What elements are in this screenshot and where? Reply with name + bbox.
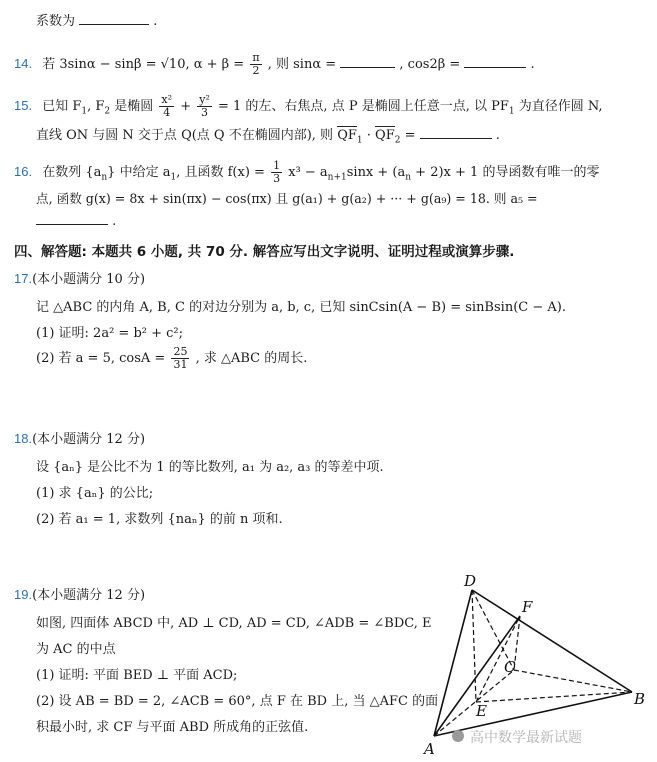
label-f: F (522, 598, 533, 616)
question-17-part2: (2) 若 a = 5, cosA = $\frac{25}{31}$ , 求 △ABC 的周长. (36, 345, 308, 371)
question-19-head: 19.(本小题满分 12 分) (14, 587, 146, 603)
question-19-part1: (1) 证明: 平面 BED ⊥ 平面 ACD; (36, 668, 238, 683)
answer-blank[interactable] (36, 212, 108, 225)
fraction: $\frac{\text{x²}}{4}$ (161, 93, 173, 119)
question-18-part1: (1) 求 {aₙ} 的公比; (36, 486, 154, 501)
question-18-head: 18.(本小题满分 12 分) (14, 431, 146, 447)
label-b: B (634, 690, 646, 708)
answer-blank-sin[interactable] (340, 55, 395, 68)
question-17-line1: 记 △ABC 的内角 A, B, C 的对边分别为 a, b, c, 已知 sinCsin(A − B) = sinBsin(C − A). (36, 300, 566, 315)
fraction: $\frac{\text{y²}}{3}$ (199, 93, 210, 119)
question-15-line1: 15. 已知 $F_1$, $F_2$ 是椭圆 $\frac{\text{x²}}{4}$ + $\frac{\text{y²}}{3}$ = 1 的左、右焦点, 点 P 是椭圆上任意一点, 以 $PF_1$ 为直径作圆 N, (14, 93, 603, 119)
question-17-part1: (1) 证明: 2a² = b² + c²; (36, 326, 184, 341)
fraction: $\frac{\pi}{2}$ (252, 51, 260, 77)
label-c: C (504, 658, 516, 676)
answer-blank-cos[interactable] (464, 55, 526, 68)
answer-blank[interactable] (420, 126, 492, 139)
watermark-text: 高中数学最新试题 (470, 730, 582, 746)
question-16-line3: . (36, 212, 116, 229)
label-d: D (464, 572, 477, 590)
question-18-line1: 设 {aₙ} 是公比不为 1 的等比数列, a₁ 为 a₂, a₃ 的等差中项. (36, 460, 384, 475)
edge-de (472, 590, 476, 702)
label-a: A (424, 740, 435, 758)
edge-da (434, 590, 472, 736)
watermark-logo-icon (452, 730, 464, 742)
question-17-head: 17.(本小题满分 10 分) (14, 271, 146, 287)
question-16-line2: 点, 函数 g(x) = 8x + sin(πx) − cos(πx) 且 g(a₁) + g(a₂) + ··· + g(a₉) = 18. 则 a₅ = (36, 191, 538, 206)
question-19-line1: 如图, 四面体 ABCD 中, AD ⊥ CD, AD = CD, ∠ADB = ∠BDC, E (36, 616, 432, 631)
label-e: E (476, 702, 487, 720)
tetrahedron-figure (420, 568, 657, 762)
answer-blank[interactable] (79, 12, 149, 25)
section-heading: 四、解答题: 本题共 6 小题, 共 70 分. 解答应写出文字说明、证明过程或演算步骤. (14, 244, 515, 260)
question-19-part2: (2) 设 AB = BD = 2, ∠ACB = 60°, 点 F 在 BD 上, 当 △AFC 的面 (36, 694, 439, 709)
q13-tail-line: 系数为 . (36, 14, 158, 29)
question-14: 14. 若 3sinα − sinβ = √10, α + β = $\frac{\pi}{2}$ , 则 sinα = , cos2β = . (14, 51, 535, 77)
question-16-line1: 16. 在数列 $\{a_n\}$ 中给定 $a_1$, 且函数 f(x) = $\frac{1}{3}$ $x^3 - a_{n+1}\sin x + (a_n + 2)x + 1$ 的导函数有唯一的零 (14, 159, 600, 185)
question-19-part2-cont: 积最小时, 求 CF 与平面 ABD 所成角的正弦值. (36, 720, 309, 735)
question-18-part2: (2) 若 a₁ = 1, 求数列 {naₙ} 的前 n 项和. (36, 512, 283, 527)
fraction: $\frac{1}{3}$ (273, 159, 281, 185)
question-15-line2: 直线 ON 与圆 N 交于点 Q(点 Q 不在椭圆内部), 则 $QF_1 \cdot QF_2$ = . (36, 128, 500, 146)
edge-db (472, 590, 632, 692)
fraction: $\frac{25}{31}$ (173, 345, 188, 371)
question-19-line2: 为 AC 的中点 (36, 642, 116, 657)
